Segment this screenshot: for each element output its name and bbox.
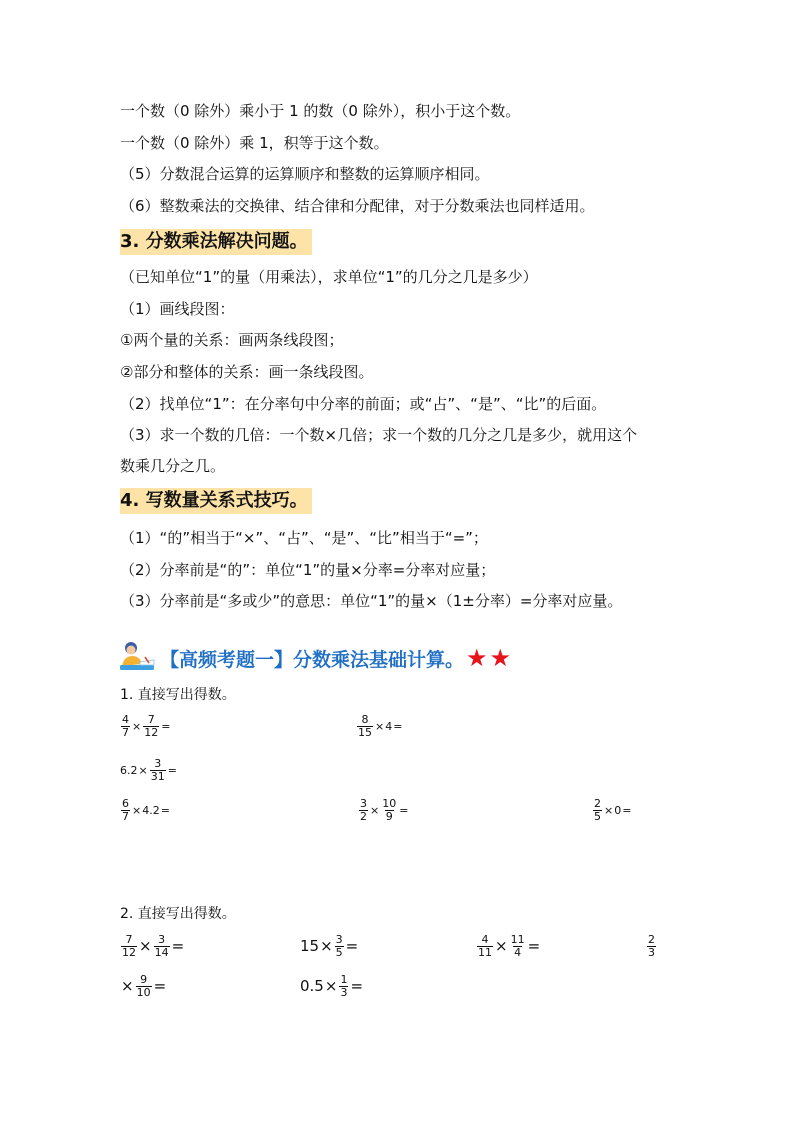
fraction: $\frac{6}{7}$	[122, 797, 129, 823]
text-line: 一个数（0 除外）乘 1，积等于这个数。	[120, 134, 389, 152]
text-line: 数乘几分之几。	[120, 457, 226, 475]
star-icon: ★	[466, 644, 488, 672]
math-expression: 6.2 × $\frac{3}{31}$ =	[120, 757, 177, 783]
math-expression: $\frac{6}{7}$ × 4.2 =	[122, 797, 170, 823]
math-expression: $\frac{7}{12}$ × $\frac{3}{14}$ =	[122, 933, 185, 959]
text-line: （3）分率前是“多或少”的意思：单位“1”的量×（1±分率）=分率对应量。	[120, 592, 623, 610]
fraction: $\frac{9}{10}$	[136, 973, 151, 999]
text-line: （5）分数混合运算的运算顺序和整数的运算顺序相同。	[120, 165, 490, 183]
fraction: $\frac{2}{5}$	[594, 797, 601, 823]
math-expression: $\frac{3}{2}$ × $\frac{10}{9}$ =	[360, 797, 409, 823]
math-expression: 0.5 × $\frac{1}{3}$ =	[300, 973, 364, 999]
star-icon: ★	[489, 644, 512, 672]
text-line: （1）画线段图：	[120, 300, 235, 318]
math-expression: 15 × $\frac{3}{5}$ =	[300, 933, 359, 959]
fraction: $\frac{3}{31}$	[150, 757, 165, 783]
text-line: ①两个量的关系：画两条线段图；	[120, 331, 344, 349]
fraction: $\frac{10}{9}$	[382, 797, 397, 823]
math-expression	[646, 934, 657, 959]
section-heading-4: 4. 写数量关系式技巧。	[120, 488, 312, 514]
section-heading-3: 3. 分数乘法解决问题。	[120, 229, 312, 255]
fraction: $\frac{3}{14}$	[154, 933, 169, 959]
exam-banner	[118, 640, 511, 676]
text-line: （2）分率前是“的”：单位“1”的量×分率=分率对应量；	[120, 561, 496, 579]
question-title-1: 1. 直接写出得数。	[120, 687, 236, 703]
banner-title: 【高频考题一】分数乘法基础计算。	[160, 648, 465, 671]
fraction: $\frac{2}{3}$	[648, 933, 655, 959]
text-line: （3）求一个数的几倍：一个数×几倍；求一个数的几分之几是多少，就用这个	[120, 426, 638, 444]
fraction: $\frac{3}{2}$	[360, 797, 367, 823]
fraction: $\frac{1}{3}$	[340, 973, 348, 999]
fraction: $\frac{3}{5}$	[335, 933, 343, 959]
text-line: （1）“的”相当于“×”、“占”、“是”、“比”相当于“=”；	[120, 529, 488, 547]
fraction: $\frac{7}{12}$	[144, 713, 159, 739]
student-writing-icon	[118, 640, 158, 676]
fraction: $\frac{7}{12}$	[122, 933, 136, 959]
text-line: 一个数（0 除外）乘小于 1 的数（0 除外），积小于这个数。	[120, 102, 521, 120]
math-expression: $\frac{2}{5}$ × 0 =	[594, 797, 632, 823]
math-expression: $\frac{8}{15}$ × 4 =	[358, 713, 403, 739]
fraction: $\frac{4}{7}$	[122, 713, 129, 739]
text-line: （6）整数乘法的交换律、结合律和分配律，对于分数乘法也同样适用。	[120, 197, 595, 215]
fraction: $\frac{4}{11}$	[478, 933, 492, 959]
text-line: ②部分和整体的关系：画一条线段图。	[120, 363, 374, 381]
text-line: （2）找单位“1”：在分率句中分率的前面；或“占”、“是”、“比”的后面。	[120, 395, 607, 413]
math-expression: $\frac{4}{11}$ × $\frac{11}{4}$ =	[478, 933, 541, 959]
math-expression: × $\frac{9}{10}$ =	[121, 973, 167, 999]
question-title-2: 2. 直接写出得数。	[120, 906, 236, 922]
fraction: $\frac{8}{15}$	[358, 713, 372, 739]
text-line: （已知单位“1”的量（用乘法），求单位“1”的几分之几是多少）	[120, 268, 538, 286]
math-expression: $\frac{4}{7}$ × $\frac{7}{12}$ =	[122, 713, 171, 739]
fraction: $\frac{11}{4}$	[510, 933, 525, 959]
